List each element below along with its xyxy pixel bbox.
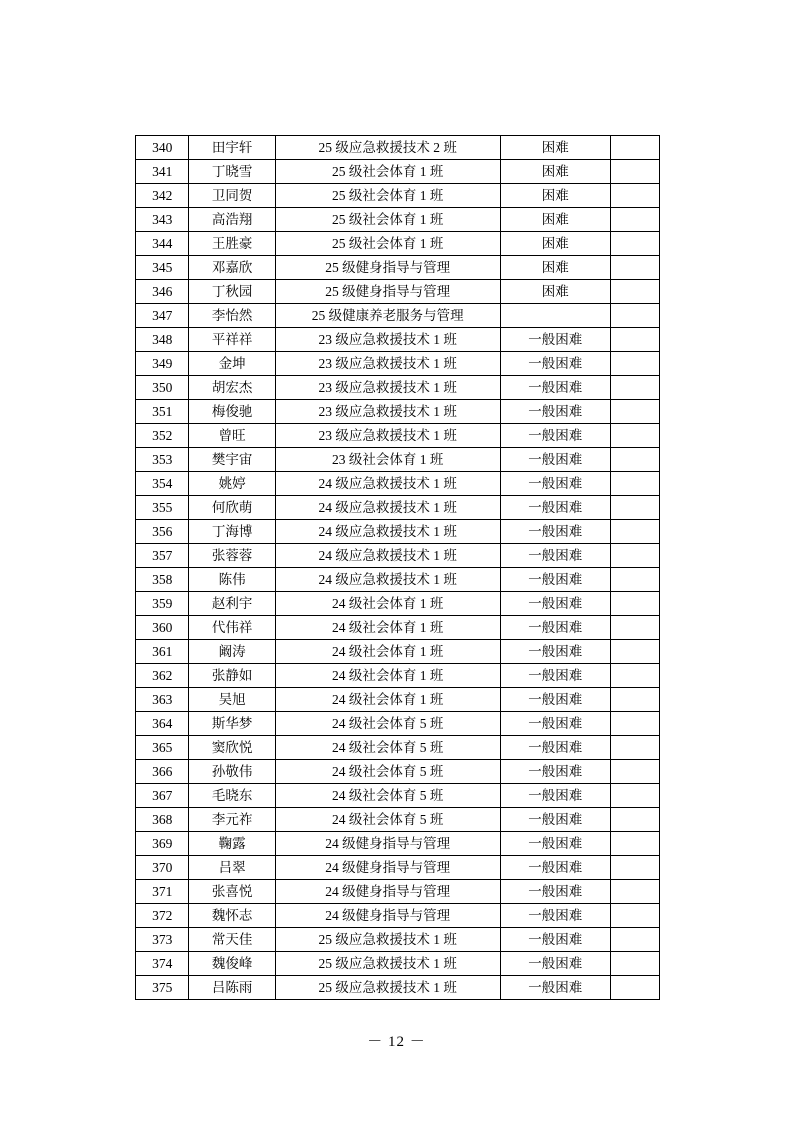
cell-student-name: 高浩翔 [189, 208, 275, 232]
table-row [136, 544, 660, 568]
cell-remark [610, 400, 659, 424]
cell-student-name: 卫同贺 [189, 184, 275, 208]
cell-difficulty-level: 一般困难 [500, 520, 610, 544]
cell-student-name: 平祥祥 [189, 328, 275, 352]
cell-remark [610, 472, 659, 496]
table-row [136, 184, 660, 208]
cell-serial-number: 361 [136, 640, 189, 664]
cell-serial-number: 348 [136, 328, 189, 352]
cell-student-name: 代伟祥 [189, 616, 275, 640]
cell-serial-number: 365 [136, 736, 189, 760]
cell-difficulty-level: 一般困难 [500, 688, 610, 712]
cell-class: 25 级社会体育 1 班 [275, 232, 500, 256]
cell-difficulty-level: 困难 [500, 256, 610, 280]
cell-remark [610, 688, 659, 712]
cell-class: 24 级应急救援技术 1 班 [275, 544, 500, 568]
table-row [136, 976, 660, 1000]
cell-student-name: 赵利宇 [189, 592, 275, 616]
cell-difficulty-level: 一般困难 [500, 952, 610, 976]
table-row [136, 592, 660, 616]
cell-difficulty-level: 困难 [500, 136, 610, 160]
cell-class: 25 级健身指导与管理 [275, 280, 500, 304]
cell-student-name: 毛晓东 [189, 784, 275, 808]
page-number: － 12 － [367, 1034, 426, 1050]
table-row [136, 256, 660, 280]
cell-remark [610, 664, 659, 688]
cell-difficulty-level: 一般困难 [500, 736, 610, 760]
table-row [136, 160, 660, 184]
cell-difficulty-level [500, 304, 610, 328]
cell-class: 23 级应急救援技术 1 班 [275, 352, 500, 376]
table-row [136, 736, 660, 760]
cell-difficulty-level: 一般困难 [500, 880, 610, 904]
cell-difficulty-level: 困难 [500, 184, 610, 208]
cell-class: 23 级应急救援技术 1 班 [275, 400, 500, 424]
cell-remark [610, 184, 659, 208]
table-row [136, 136, 660, 160]
cell-class: 24 级社会体育 5 班 [275, 736, 500, 760]
cell-class: 25 级健身指导与管理 [275, 256, 500, 280]
cell-student-name: 田宇轩 [189, 136, 275, 160]
cell-remark [610, 736, 659, 760]
table-row [136, 880, 660, 904]
cell-remark [610, 952, 659, 976]
table-row [136, 448, 660, 472]
cell-student-name: 陈伟 [189, 568, 275, 592]
cell-class: 24 级应急救援技术 1 班 [275, 472, 500, 496]
student-assistance-table [135, 135, 660, 1000]
cell-remark [610, 808, 659, 832]
cell-remark [610, 448, 659, 472]
cell-difficulty-level: 一般困难 [500, 592, 610, 616]
cell-remark [610, 640, 659, 664]
cell-student-name: 张蓉蓉 [189, 544, 275, 568]
table-row [136, 232, 660, 256]
cell-difficulty-level: 一般困难 [500, 376, 610, 400]
cell-serial-number: 363 [136, 688, 189, 712]
cell-serial-number: 350 [136, 376, 189, 400]
table-row [136, 496, 660, 520]
cell-remark [610, 160, 659, 184]
cell-student-name: 阚涛 [189, 640, 275, 664]
cell-serial-number: 369 [136, 832, 189, 856]
table-row [136, 928, 660, 952]
table-row [136, 808, 660, 832]
cell-student-name: 金坤 [189, 352, 275, 376]
cell-class: 25 级应急救援技术 1 班 [275, 928, 500, 952]
cell-serial-number: 366 [136, 760, 189, 784]
cell-serial-number: 356 [136, 520, 189, 544]
cell-remark [610, 280, 659, 304]
table-row [136, 280, 660, 304]
cell-class: 24 级社会体育 1 班 [275, 688, 500, 712]
table-row [136, 400, 660, 424]
cell-difficulty-level: 一般困难 [500, 352, 610, 376]
cell-class: 24 级社会体育 1 班 [275, 664, 500, 688]
cell-difficulty-level: 一般困难 [500, 640, 610, 664]
cell-class: 23 级应急救援技术 1 班 [275, 376, 500, 400]
table-row [136, 208, 660, 232]
cell-class: 25 级社会体育 1 班 [275, 184, 500, 208]
cell-class: 25 级应急救援技术 1 班 [275, 952, 500, 976]
table-row [136, 688, 660, 712]
cell-student-name: 吴旭 [189, 688, 275, 712]
cell-class: 24 级社会体育 5 班 [275, 760, 500, 784]
cell-remark [610, 712, 659, 736]
cell-remark [610, 832, 659, 856]
table-row [136, 472, 660, 496]
cell-student-name: 胡宏杰 [189, 376, 275, 400]
cell-remark [610, 760, 659, 784]
cell-serial-number: 344 [136, 232, 189, 256]
cell-difficulty-level: 困难 [500, 160, 610, 184]
cell-student-name: 何欣萌 [189, 496, 275, 520]
cell-class: 25 级应急救援技术 2 班 [275, 136, 500, 160]
cell-difficulty-level: 一般困难 [500, 472, 610, 496]
cell-class: 23 级应急救援技术 1 班 [275, 424, 500, 448]
cell-remark [610, 592, 659, 616]
cell-difficulty-level: 一般困难 [500, 568, 610, 592]
cell-class: 25 级社会体育 1 班 [275, 208, 500, 232]
cell-student-name: 鞠露 [189, 832, 275, 856]
cell-serial-number: 354 [136, 472, 189, 496]
table-row [136, 616, 660, 640]
cell-remark [610, 376, 659, 400]
table-row [136, 328, 660, 352]
cell-serial-number: 342 [136, 184, 189, 208]
cell-serial-number: 360 [136, 616, 189, 640]
table-row [136, 712, 660, 736]
cell-serial-number: 362 [136, 664, 189, 688]
table-row [136, 784, 660, 808]
cell-serial-number: 372 [136, 904, 189, 928]
cell-class: 25 级应急救援技术 1 班 [275, 976, 500, 1000]
cell-difficulty-level: 困难 [500, 208, 610, 232]
cell-remark [610, 304, 659, 328]
cell-class: 24 级社会体育 1 班 [275, 592, 500, 616]
table-row [136, 376, 660, 400]
cell-class: 23 级社会体育 1 班 [275, 448, 500, 472]
cell-class: 23 级应急救援技术 1 班 [275, 328, 500, 352]
table-body [136, 136, 660, 1000]
cell-student-name: 张喜悦 [189, 880, 275, 904]
cell-student-name: 梅俊驰 [189, 400, 275, 424]
cell-serial-number: 364 [136, 712, 189, 736]
cell-difficulty-level: 一般困难 [500, 904, 610, 928]
cell-difficulty-level: 一般困难 [500, 712, 610, 736]
cell-difficulty-level: 一般困难 [500, 424, 610, 448]
cell-difficulty-level: 一般困难 [500, 832, 610, 856]
cell-student-name: 吕陈雨 [189, 976, 275, 1000]
table-row [136, 664, 660, 688]
cell-serial-number: 346 [136, 280, 189, 304]
cell-difficulty-level: 一般困难 [500, 544, 610, 568]
cell-serial-number: 345 [136, 256, 189, 280]
cell-remark [610, 616, 659, 640]
cell-class: 25 级社会体育 1 班 [275, 160, 500, 184]
cell-class: 24 级社会体育 1 班 [275, 616, 500, 640]
cell-serial-number: 352 [136, 424, 189, 448]
cell-serial-number: 370 [136, 856, 189, 880]
cell-student-name: 吕翠 [189, 856, 275, 880]
cell-class: 24 级健身指导与管理 [275, 856, 500, 880]
cell-student-name: 窦欣悦 [189, 736, 275, 760]
cell-class: 25 级健康养老服务与管理 [275, 304, 500, 328]
table-row [136, 640, 660, 664]
cell-serial-number: 375 [136, 976, 189, 1000]
student-table-container [135, 135, 660, 1000]
cell-remark [610, 256, 659, 280]
cell-serial-number: 374 [136, 952, 189, 976]
cell-serial-number: 357 [136, 544, 189, 568]
cell-remark [610, 232, 659, 256]
cell-remark [610, 784, 659, 808]
page-footer [0, 1030, 793, 1051]
table-row [136, 904, 660, 928]
cell-class: 24 级健身指导与管理 [275, 904, 500, 928]
cell-remark [610, 520, 659, 544]
cell-remark [610, 544, 659, 568]
cell-student-name: 斯华梦 [189, 712, 275, 736]
cell-serial-number: 371 [136, 880, 189, 904]
cell-class: 24 级应急救援技术 1 班 [275, 496, 500, 520]
cell-serial-number: 355 [136, 496, 189, 520]
cell-remark [610, 856, 659, 880]
cell-difficulty-level: 一般困难 [500, 856, 610, 880]
cell-class: 24 级社会体育 5 班 [275, 712, 500, 736]
cell-remark [610, 904, 659, 928]
cell-difficulty-level: 一般困难 [500, 328, 610, 352]
cell-remark [610, 352, 659, 376]
table-row [136, 832, 660, 856]
table-row [136, 952, 660, 976]
cell-remark [610, 928, 659, 952]
cell-remark [610, 496, 659, 520]
cell-class: 24 级社会体育 5 班 [275, 808, 500, 832]
cell-difficulty-level: 困难 [500, 280, 610, 304]
cell-student-name: 张静如 [189, 664, 275, 688]
cell-class: 24 级应急救援技术 1 班 [275, 568, 500, 592]
cell-serial-number: 373 [136, 928, 189, 952]
cell-difficulty-level: 一般困难 [500, 760, 610, 784]
cell-difficulty-level: 一般困难 [500, 664, 610, 688]
cell-student-name: 樊宇宙 [189, 448, 275, 472]
cell-serial-number: 341 [136, 160, 189, 184]
cell-serial-number: 367 [136, 784, 189, 808]
cell-remark [610, 568, 659, 592]
cell-difficulty-level: 一般困难 [500, 808, 610, 832]
table-row [136, 352, 660, 376]
cell-student-name: 孙敬伟 [189, 760, 275, 784]
cell-student-name: 王胜豪 [189, 232, 275, 256]
table-row [136, 520, 660, 544]
cell-class: 24 级健身指导与管理 [275, 880, 500, 904]
cell-difficulty-level: 一般困难 [500, 448, 610, 472]
table-row [136, 424, 660, 448]
cell-serial-number: 359 [136, 592, 189, 616]
cell-serial-number: 347 [136, 304, 189, 328]
cell-class: 24 级社会体育 5 班 [275, 784, 500, 808]
cell-remark [610, 136, 659, 160]
cell-remark [610, 976, 659, 1000]
table-row [136, 856, 660, 880]
cell-serial-number: 358 [136, 568, 189, 592]
cell-remark [610, 208, 659, 232]
table-row [136, 760, 660, 784]
cell-difficulty-level: 一般困难 [500, 928, 610, 952]
cell-serial-number: 353 [136, 448, 189, 472]
cell-student-name: 李怡然 [189, 304, 275, 328]
cell-difficulty-level: 一般困难 [500, 400, 610, 424]
cell-remark [610, 880, 659, 904]
cell-difficulty-level: 一般困难 [500, 616, 610, 640]
cell-student-name: 姚婷 [189, 472, 275, 496]
cell-serial-number: 349 [136, 352, 189, 376]
cell-difficulty-level: 一般困难 [500, 976, 610, 1000]
cell-difficulty-level: 困难 [500, 232, 610, 256]
cell-student-name: 曾旺 [189, 424, 275, 448]
cell-student-name: 丁晓雪 [189, 160, 275, 184]
cell-student-name: 丁秋园 [189, 280, 275, 304]
table-row [136, 568, 660, 592]
cell-class: 24 级应急救援技术 1 班 [275, 520, 500, 544]
cell-difficulty-level: 一般困难 [500, 496, 610, 520]
cell-serial-number: 368 [136, 808, 189, 832]
table-row [136, 304, 660, 328]
cell-remark [610, 424, 659, 448]
cell-serial-number: 343 [136, 208, 189, 232]
cell-remark [610, 328, 659, 352]
cell-serial-number: 351 [136, 400, 189, 424]
cell-class: 24 级健身指导与管理 [275, 832, 500, 856]
cell-student-name: 常天佳 [189, 928, 275, 952]
cell-student-name: 邓嘉欣 [189, 256, 275, 280]
cell-difficulty-level: 一般困难 [500, 784, 610, 808]
cell-student-name: 魏怀志 [189, 904, 275, 928]
cell-class: 24 级社会体育 1 班 [275, 640, 500, 664]
cell-serial-number: 340 [136, 136, 189, 160]
cell-student-name: 魏俊峰 [189, 952, 275, 976]
cell-student-name: 李元祚 [189, 808, 275, 832]
cell-student-name: 丁海博 [189, 520, 275, 544]
